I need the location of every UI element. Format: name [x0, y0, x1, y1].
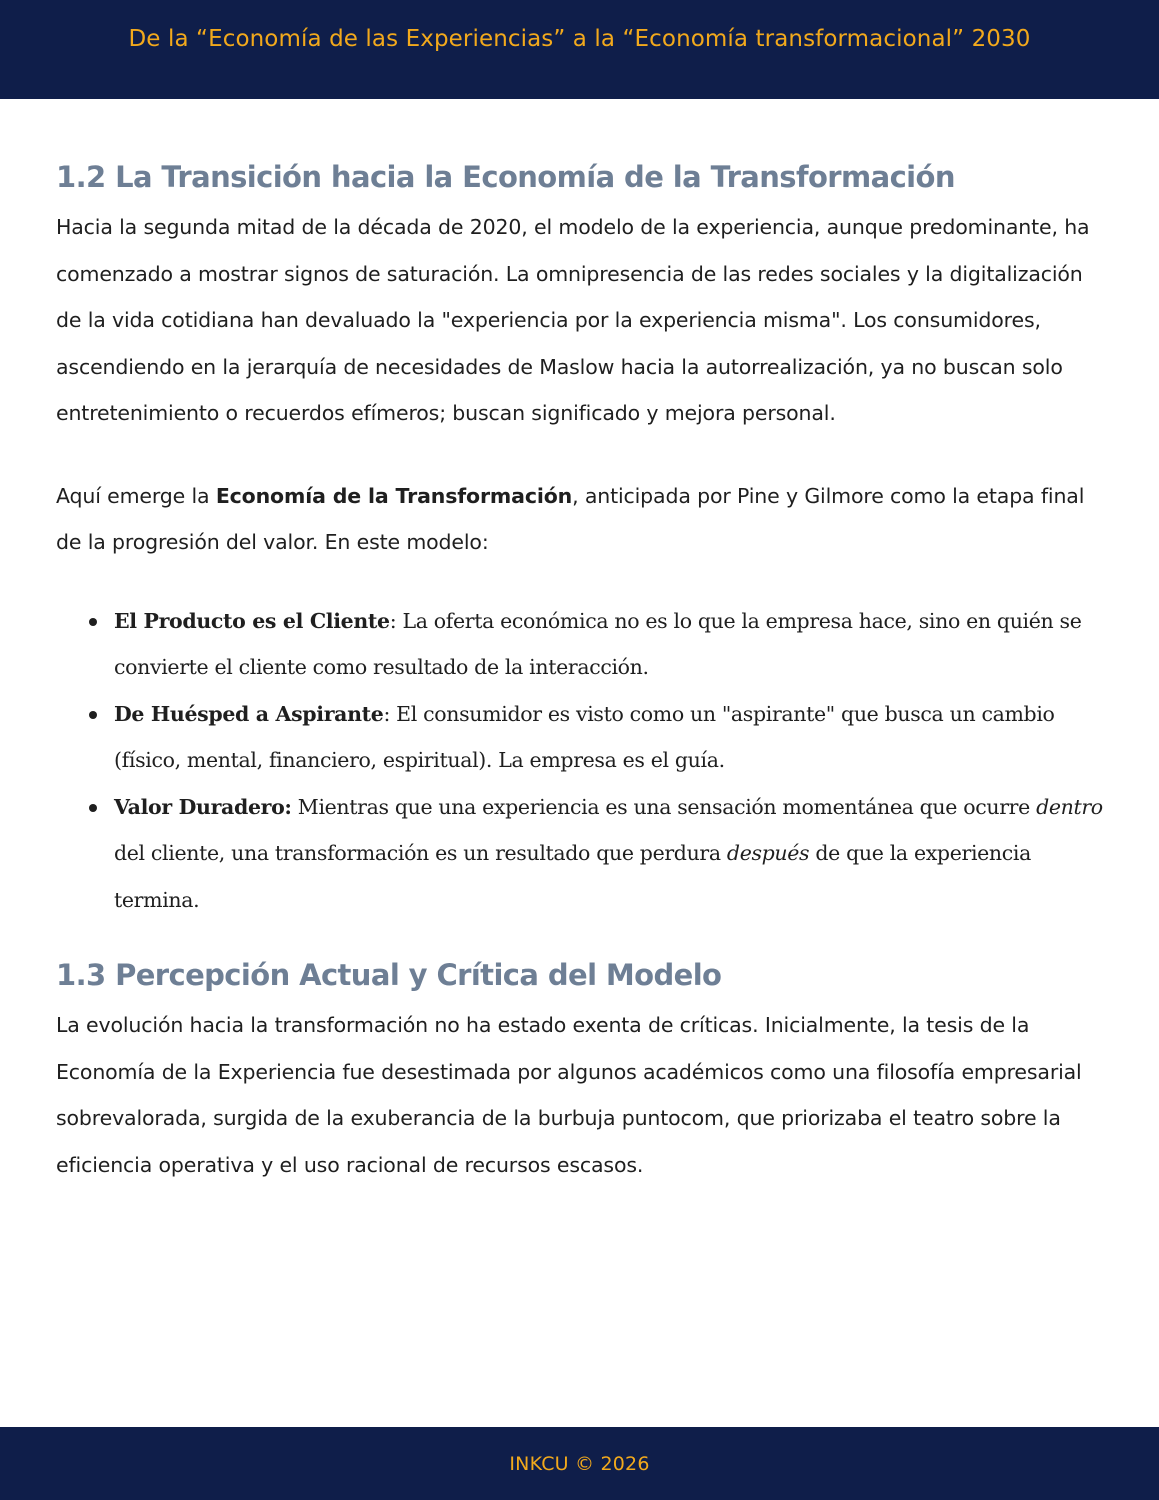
bullet-item-valor	[114, 784, 1111, 924]
section-1-2-paragraph-1: Hacia la segunda mitad de la década de 2020, el modelo de la experiencia, aunque predominante, ha comenzado a mostrar signos de saturación. La omnipresencia de las redes sociales y la digitalización de la vida cotidiana han devaluado la "experiencia por la experiencia misma". Los consumidores, ascendiendo en la jerarquía de necesidades de Maslow hacia la autorrealización, ya no buscan solo entretenimiento o recuerdos efímeros; buscan significado y mejora personal.	[56, 215, 1090, 425]
section-heading-1-3: 1.3 Percepción Actual y Crítica del Modelo	[56, 958, 722, 992]
paragraph-2-post: , anticipada por Pine y Gilmore como la etapa final de la progresión del valor. En este modelo:	[56, 483, 1085, 554]
document-title: De la “Economía de las Experiencias” a la “Economía transformacional” 2030	[128, 26, 1031, 52]
page-content	[56, 150, 1111, 1188]
paragraph-2-bold-term: Economía de la Transformación	[215, 483, 573, 508]
bullet-item-producto	[114, 598, 1111, 691]
footer-copyright: INKCU © 2026	[509, 1453, 650, 1475]
section-1-2-paragraph-2	[56, 473, 1111, 566]
bullet-text: : El consumidor es visto como un "aspirante" que busca un cambio (físico, mental, financiero, espiritual). La empresa es el guía.	[114, 701, 1055, 772]
bullet-item-huesped	[114, 691, 1111, 784]
bullet-text-part-3: de que la experiencia termina.	[114, 841, 1031, 912]
transformation-bullet-list	[56, 598, 1111, 924]
bullet-term: Valor Duradero:	[114, 794, 292, 819]
bullet-term: De Huésped a Aspirante	[114, 701, 384, 726]
paragraph-2-pre: Aquí emerge la	[56, 483, 216, 508]
bullet-dot-icon	[89, 804, 97, 812]
bullet-text-part-1: Mientras que una experiencia es una sensación momentánea que ocurre	[291, 794, 1037, 819]
bullet-text: : La oferta económica no es lo que la empresa hace, sino en quién se convierte el cliente como resultado de la interacción.	[114, 608, 1082, 679]
bullet-dot-icon	[89, 711, 97, 719]
bullet-italic-despues: después	[726, 841, 810, 865]
bullet-dot-icon	[89, 618, 97, 626]
bullet-text-part-2: del cliente, una transformación es un resultado que perdura	[114, 841, 727, 865]
section-heading-1-2: 1.2 La Transición hacia la Economía de la Transformación	[56, 160, 955, 194]
page-header-banner	[0, 0, 1159, 99]
bullet-term: El Producto es el Cliente	[114, 608, 390, 633]
bullet-italic-dentro: dentro	[1036, 794, 1103, 819]
page-footer-banner	[0, 1427, 1159, 1500]
section-1-3-paragraph-1: La evolución hacia la transformación no ha estado exenta de críticas. Inicialmente, la tesis de la Economía de la Experiencia fue desestimada por algunos académicos como una filosofía empresarial sobrevalorada, surgida de la exuberancia de la burbuja puntocom, que priorizaba el teatro sobre la eficiencia operativa y el uso racional de recursos escasos.	[56, 1013, 1082, 1177]
